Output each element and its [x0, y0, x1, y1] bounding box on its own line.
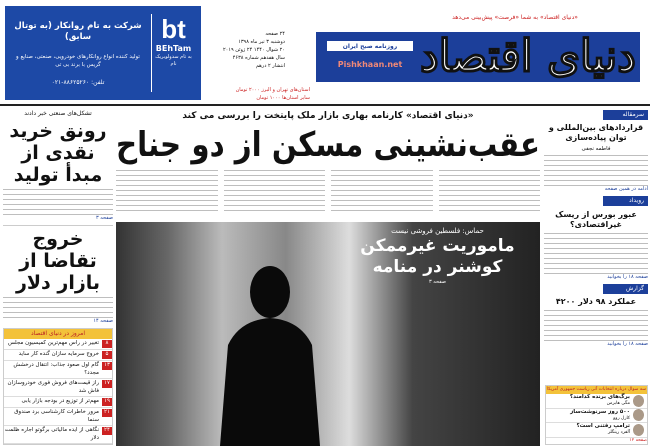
section-tag: رویداد — [603, 196, 648, 206]
index-item[interactable] — [4, 339, 112, 350]
report-body — [544, 310, 648, 341]
index-item[interactable] — [4, 408, 112, 426]
index-page: ۱۳ — [102, 362, 112, 370]
report-title[interactable]: عملکرد ۹۸ دلار ۴۲۰۰ — [555, 297, 637, 306]
poll-question: ترامپ رفتنی است؟ — [576, 423, 630, 430]
poll-author: مگی هابرمن — [606, 401, 630, 407]
section-tag: سرمقاله — [603, 110, 648, 120]
lead-headline: عقب‌نشینی مسکن از دو جناح — [115, 125, 541, 165]
event-title[interactable]: عبور بورس از ریسک غیراقتصادی؟ — [555, 210, 637, 229]
page-ref[interactable]: صفحه ۱۲ — [629, 437, 647, 443]
lead-body-col — [116, 170, 218, 212]
section-tag: گزارش — [603, 284, 648, 294]
lead-body-col — [331, 170, 433, 212]
editorial-title[interactable]: قراردادهای بین‌المللی و توان پیاده‌سازی — [548, 123, 644, 142]
newspaper-logo-wrap — [420, 32, 636, 82]
poll-item[interactable] — [546, 409, 647, 424]
date: دوشنبه ۳ تیر ماه ۱۳۹۸ — [238, 39, 285, 45]
avatar — [633, 395, 644, 407]
index-page: ۲۴ — [102, 427, 112, 435]
editorial-body — [544, 155, 648, 186]
story-title: رونق خرید نقدی از مبدأ تولید — [9, 120, 107, 186]
index-label: مهم‌تر از توزیع در بودجه بازار یابی — [21, 398, 99, 404]
advertisement — [5, 6, 201, 100]
index-label: راز قیمت‌های فروش فوری خودروسازان فاش شد — [7, 380, 99, 394]
page-ref[interactable]: صفحه ۳ — [96, 215, 113, 221]
index-item[interactable] — [4, 379, 112, 397]
poll-author: کارل روو — [613, 415, 630, 421]
index-item[interactable] — [4, 350, 112, 361]
index-item[interactable] — [4, 397, 112, 408]
watermark: Pishkhaan.net — [337, 60, 403, 69]
photo-headline: ماموریت غیرممکن کوشنر در منامه — [360, 236, 515, 277]
left-story-1[interactable] — [3, 110, 113, 222]
index-title: امروز در دنیای اقتصاد — [4, 329, 112, 339]
index-page: ۸ — [102, 340, 112, 348]
avatar — [633, 409, 644, 421]
newspaper-logo: دنیای اقتصاد — [420, 31, 636, 82]
price-other: سایر استان‌ها ۱۰۰۰ تومان — [256, 95, 310, 101]
index-label: گام اول صعود جذاب: انتقال درخشش مجدد؟ — [13, 362, 99, 376]
poll-question: برگ‌های برنده کدامند؟ — [569, 394, 630, 401]
page-ref[interactable]: ادامه در همین صفحه — [604, 186, 648, 192]
index-label: خروج سرمایه سازان گنده کار ساید — [18, 351, 99, 357]
index-page: ۱۹ — [102, 398, 112, 406]
avatar — [633, 424, 644, 436]
lead-story[interactable] — [116, 110, 540, 212]
page-ref[interactable]: صفحه ۱۴ — [93, 318, 113, 324]
date-other: ۲۰ شوال ۱۴۴۰ ۲۴ ژوئن ۲۰۱۹ — [222, 47, 285, 53]
left-story-2[interactable] — [3, 225, 113, 325]
divider — [0, 104, 650, 106]
photo-story[interactable] — [340, 226, 535, 286]
index-label: نگاهی از ایده مالیاتی برگوتو اجاره ظلمت دلار — [4, 427, 99, 441]
index-box — [3, 328, 113, 445]
page-ref[interactable]: صفحه ۱۸ را بخوانید — [607, 274, 648, 280]
poll-box — [545, 385, 648, 445]
photo-kicker: حماس: فلسطین فروشی نیست — [391, 227, 484, 235]
poll-question: ۵۰۰ روز سرنوشت‌ساز — [570, 408, 630, 415]
brand-name: BEhTam — [155, 44, 192, 53]
index-item[interactable] — [4, 426, 112, 444]
index-page: ۲۱ — [102, 409, 112, 417]
page-ref[interactable]: صفحه ۳ — [429, 279, 446, 285]
page-ref[interactable]: صفحه ۱۸ را بخوانید — [607, 341, 648, 347]
event-body — [544, 233, 648, 274]
story-body — [3, 297, 113, 318]
pages: ۲۴ صفحه — [265, 31, 285, 37]
tagline: روزنامه صبح ایران — [326, 40, 414, 52]
brand-sub: به تام سدولوبریک نام — [155, 54, 192, 67]
index-page: ۱۷ — [102, 380, 112, 388]
lead-body-col — [439, 170, 541, 212]
editorial-author: فاطمه نجفی — [581, 146, 611, 152]
index-item[interactable] — [4, 361, 112, 379]
poll-author: آلفرد رینگلر — [607, 430, 630, 436]
issue-info — [205, 30, 285, 70]
right-column — [544, 110, 648, 348]
ad-phone: تلفن: ۸۸۶۲۵۲۶۰-۰۲۱ — [51, 79, 105, 86]
index-page: ۵ — [102, 351, 112, 359]
lead-body-col — [224, 170, 326, 212]
price-tehran: استان‌های تهران و البرز ۲۰۰۰ تومان — [235, 87, 310, 93]
silhouette-figure — [210, 250, 330, 446]
index-label: تغییر در راس مهم‌ترین کمیسیون مجلس — [8, 340, 99, 346]
poll-head: سه سوال درباره انتخابات آتی ریاست جمهوری آمریکا — [546, 387, 647, 392]
ad-desc: تولید کننده انواع روانکارهای خودرویی، صنعتی، صنایع و گریس با برند بی تی — [16, 54, 140, 68]
slogan: «دنیای اقتصاد» به شما «فرصت» پیش‌بینی می‌دهد — [452, 14, 578, 21]
lead-kicker: «دنیای اقتصاد» کارنامه بهاری بازار ملک پایتخت را بررسی می کند — [182, 111, 474, 121]
brand-mark: bt — [161, 14, 186, 44]
story-kicker: تشکل‌های صنعتی خبر دادند — [24, 110, 92, 117]
left-column — [3, 110, 113, 446]
behtam-logo — [151, 14, 195, 92]
index-label: مرور خاطرات کارشناسی برد صندوق سنما — [14, 409, 99, 423]
edition: انتشار ۲ درهم — [255, 63, 285, 69]
price-info — [180, 86, 310, 102]
poll-item[interactable] — [546, 423, 647, 438]
story-title: خروج تقاضا از بازار دلار — [15, 228, 101, 294]
poll-item[interactable] — [546, 394, 647, 409]
ad-title: شرکت به تام روانکار (به توتال سابق) — [14, 21, 142, 42]
issue-number: سال هفدهم شماره ۴۶۳۸ — [232, 55, 285, 61]
story-body — [3, 189, 113, 215]
